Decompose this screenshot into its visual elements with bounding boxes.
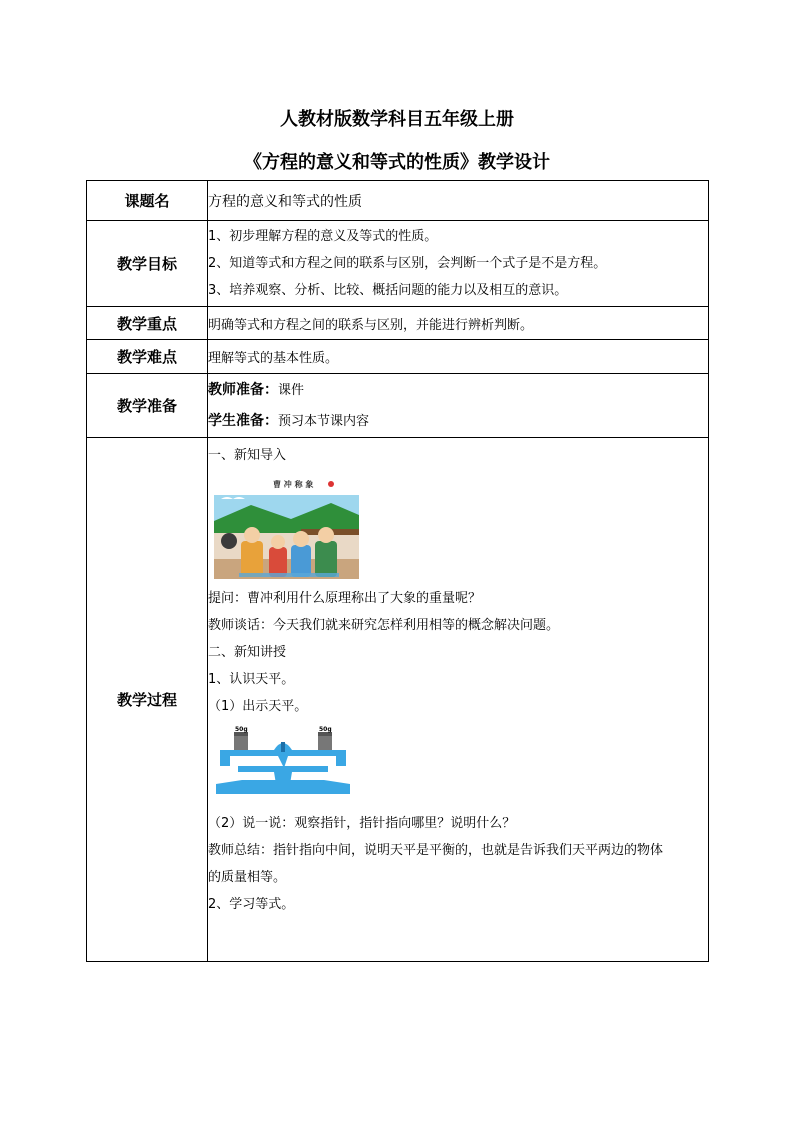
document-subtitle: 《方程的意义和等式的性质》教学设计 (244, 152, 550, 173)
goal-item: 3、培养观察、分析、比较、概括问题的能力以及相互的意识。 (208, 283, 568, 298)
value-goals (208, 221, 709, 307)
student-prep-label: 学生准备： (208, 412, 278, 429)
row-preparation (87, 374, 709, 438)
cao-chong-weighs-elephant-image (211, 475, 359, 579)
label-process: 教学过程 (87, 438, 208, 962)
question-text: 提问：曹冲利用什么原理称出了大象的重量呢？ (208, 591, 482, 606)
label-topic: 课题名 (87, 181, 208, 221)
step-learn-equation: 2、学习等式。 (208, 897, 295, 912)
teacher-summary-line2: 的质量相等。 (208, 870, 287, 885)
section-teaching: 二、新知讲授 (208, 645, 287, 660)
right-weight-label: 50g (319, 726, 332, 733)
goal-item: 2、知道等式和方程之间的联系与区别，会判断一个式子是不是方程。 (208, 256, 607, 271)
document-title: 人教材版数学科目五年级上册 (280, 109, 514, 130)
label-preparation: 教学准备 (87, 374, 208, 438)
value-key-points: 明确等式和方程之间的联系与区别，并能进行辨析判断。 (208, 307, 709, 340)
goal-item: 1、初步理解方程的意义及等式的性质。 (208, 229, 438, 244)
teacher-prep-value: 课件 (278, 382, 305, 398)
left-weight-label: 50g (235, 726, 248, 733)
value-process (208, 438, 709, 962)
value-topic: 方程的意义和等式的性质 (208, 181, 709, 221)
student-prep-value: 预习本节课内容 (278, 413, 370, 429)
label-difficulties: 教学难点 (87, 340, 208, 374)
image-caption: 曹 冲 称 象 (273, 480, 314, 489)
value-preparation (208, 374, 709, 438)
value-difficulties: 理解等式的基本性质。 (208, 340, 709, 374)
label-goals: 教学目标 (87, 221, 208, 307)
section-intro: 一、新知导入 (208, 448, 287, 463)
balance-scale-image (212, 724, 354, 804)
row-goals (87, 221, 709, 307)
teacher-talk-text: 教师谈话：今天我们就来研究怎样利用相等的概念解决问题。 (208, 618, 560, 633)
teacher-summary-line1: 教师总结：指针指向中间，说明天平是平衡的，也就是告诉我们天平两边的物体 (208, 843, 664, 858)
row-topic (87, 181, 709, 221)
row-difficulties (87, 340, 709, 374)
teacher-prep-label: 教师准备： (208, 381, 278, 398)
step-show-balance: （1）出示天平。 (208, 699, 308, 714)
row-key-points (87, 307, 709, 340)
lesson-plan-table (86, 180, 709, 962)
row-process (87, 438, 709, 962)
step-observe-pointer: （2）说一说：观察指针，指针指向哪里？说明什么？ (208, 816, 516, 831)
label-key-points: 教学重点 (87, 307, 208, 340)
step-know-balance: 1、认识天平。 (208, 672, 295, 687)
